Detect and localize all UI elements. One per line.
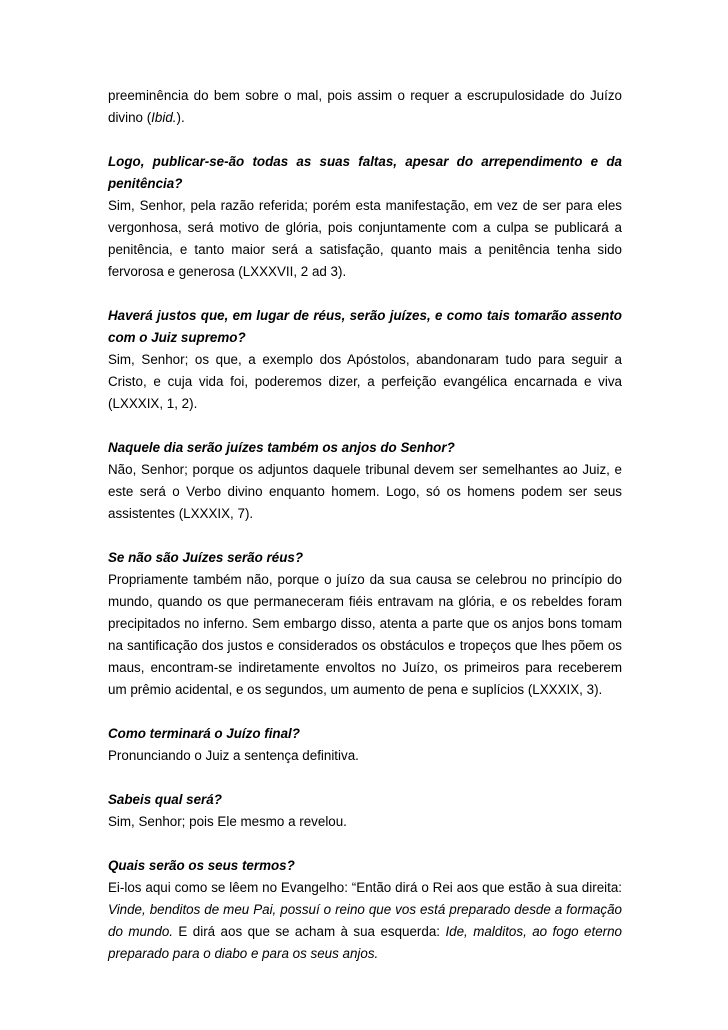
spacer — [108, 129, 622, 151]
question-7: Quais serão os seus termos? — [108, 858, 295, 873]
spacer — [108, 767, 622, 789]
answer-1: Sim, Senhor, pela razão referida; porém esta manifestação, em vez de ser para eles vergonhosa, será motivo de glória, pois conjuntamente com a culpa se publicará a penitência, e tanto maior será a satisfação, quanto mais a penitência tenha sido fervorosa e generosa (LXXXVII, 2 ad 3). — [108, 198, 622, 279]
intro-paragraph — [108, 85, 622, 129]
question-2: Haverá justos que, em lugar de réus, serão juízes, e como tais tomarão assento com o Juiz supremo? — [108, 308, 622, 345]
question-6: Sabeis qual será? — [108, 792, 222, 807]
spacer — [108, 701, 622, 723]
intro-tail: ). — [176, 110, 185, 125]
intro-reference: Ibid. — [151, 110, 177, 125]
answer-7 — [108, 877, 622, 965]
spacer — [108, 833, 622, 855]
question-1: Logo, publicar-se-ão todas as suas faltas, apesar do arrependimento e da penitência? — [108, 154, 622, 191]
answer-7-quote-2: Ide, malditos, ao fogo eterno preparado para o diabo e para os seus anjos. — [108, 924, 623, 961]
question-5: Como terminará o Juízo final? — [108, 726, 300, 741]
answer-6: Sim, Senhor; pois Ele mesmo a revelou. — [108, 814, 347, 829]
answer-5: Pronunciando o Juiz a sentença definitiva. — [108, 748, 359, 763]
answer-7-part-3: E dirá aos que se acham à sua esquerda: — [173, 924, 446, 939]
question-4: Se não são Juízes serão réus? — [108, 550, 303, 565]
answer-2: Sim, Senhor; os que, a exemplo dos Apóstolos, abandonaram tudo para seguir a Cristo, e cuja vida foi, poderemos dizer, a perfeição evangélica encarnada e viva (LXXXIX, 1, 2). — [108, 352, 622, 411]
spacer — [108, 415, 622, 437]
answer-4: Propriamente também não, porque o juízo da sua causa se celebrou no princípio do mundo, quando os que permaneceram fiéis entravam na glória, e os rebeldes foram precipitados no inferno. Sem embargo disso, atenta a parte que os anjos bons tomam na santificação dos justos e considerados os obstáculos e tropeços que lhes põem os maus, encontram-se indiretamente envoltos no Juízo, os primeiros para receberem um prêmio acidental, e os segundos, um aumento de pena e suplícios (LXXXIX, 3). — [108, 572, 622, 697]
spacer — [108, 525, 622, 547]
question-3: Naquele dia serão juízes também os anjos do Senhor? — [108, 440, 455, 455]
intro-text: preeminência do bem sobre o mal, pois assim o requer a escrupulosidade do Juízo divino ( — [108, 88, 622, 125]
answer-7-part-1: Ei-los aqui como se lêem no Evangelho: “Então dirá o Rei aos que estão à sua direita: — [108, 880, 622, 895]
spacer — [108, 283, 622, 305]
answer-3: Não, Senhor; porque os adjuntos daquele tribunal devem ser semelhantes ao Juiz, e este será o Verbo divino enquanto homem. Logo, só os homens podem ser seus assistentes (LXXXIX, 7). — [108, 462, 622, 521]
answer-7-quote-1: Vinde, benditos de meu Pai, possuí o reino que vos está preparado desde a formação do mundo. — [108, 902, 622, 939]
